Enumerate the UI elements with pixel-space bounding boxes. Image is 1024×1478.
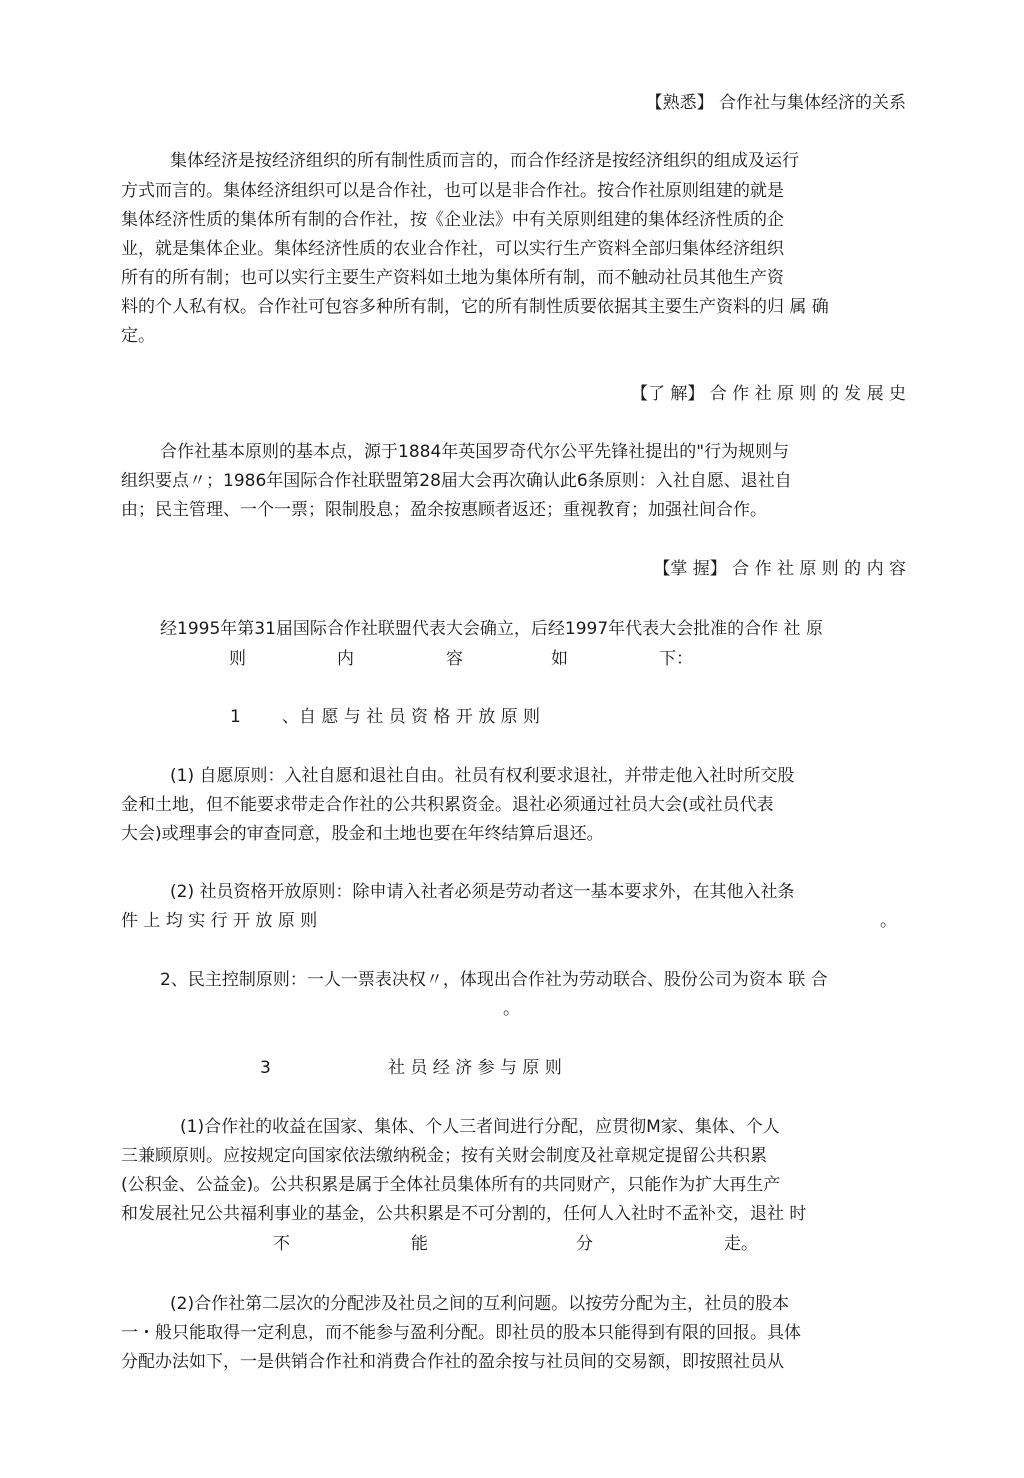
- para3-line-1: 经1995年第31届国际合作社联盟代表大会确立，后经1997年代表大会批准的合作 社 原: [160, 619, 823, 639]
- para6-line-4: 和发展社兄公共福利事业的基金，公共积累是不可分割的，任何人入社时不孟补交，退社 时: [121, 1204, 807, 1224]
- para6-line-3: (公积金、公益金)。公共积累是属于全体社员集体所有的共同财产，只能作为扩大再生产: [121, 1175, 781, 1195]
- section3-title: 社 员 经 济 参 与 原 则: [388, 1058, 562, 1078]
- para4-line-2: 金和土地，但不能要求带走合作社的公共积累资金。退社必须通过社员大会(或社员代表: [121, 795, 774, 815]
- para6-line-5-w3: 分: [576, 1234, 593, 1254]
- para7-line-3: 分配办法如下，一是供销合作社和消费合作社的盈余按与社员间的交易额，即按照社员从: [121, 1352, 784, 1372]
- section1-number: 1: [230, 707, 241, 727]
- para1-line-3: 集体经济性质的集体所有制的合作社，按《企业法》中有关原则组建的集体经济性质的企: [121, 210, 784, 230]
- para1-line-2: 方式而言的。集体经济组织可以是合作社，也可以是非合作社。按合作社原则组建的就是: [121, 181, 784, 201]
- para3-line-2-w5: 下：: [659, 649, 693, 669]
- para6-line-5-w4: 走。: [724, 1234, 758, 1254]
- para2-line-3: 由；民主管理、一个一票；限制股息；盈余按惠顾者返还；重视教育；加强社间合作。: [121, 500, 767, 520]
- para3-line-2-w1: 则: [229, 649, 246, 669]
- para1-line-7: 定。: [121, 326, 155, 346]
- section1-title: 、自 愿 与 社 员 资 格 开 放 原 则: [282, 707, 541, 727]
- para1-line-1: 集体经济是按经济组织的所有制性质而言的，而合作经济是按经济组织的组成及运行: [170, 151, 799, 171]
- para1-line-6: 料的个人私有权。合作社可包容多种所有制，它的所有制性质要依据其主要生产资料的归 属 确: [121, 297, 829, 317]
- para2-line-1: 合作社基本原则的基本点，源于1884年英国罗奇代尔公平先锋社提出的"行为规则与: [160, 442, 790, 462]
- heading-master: 【掌 握】 合 作 社 原 则 的 内 容: [653, 559, 906, 579]
- para7-line-1: (2)合作社第二层次的分配涉及社员之间的互利问题。以按劳分配为主，社员的股本: [170, 1294, 790, 1314]
- para4-line-3: 大会)或理事会的审查同意，股金和土地也要在年终结算后退还。: [121, 824, 604, 844]
- para6-line-5-w1: 不: [273, 1234, 290, 1254]
- para1-line-5: 所有的所有制；也可以实行主要生产资料如土地为集体所有制，而不触动社员其他生产资: [121, 268, 784, 288]
- para1-line-4: 业，就是集体企业。集体经济性质的农业合作社，可以实行生产资料全部归集体经济组织: [121, 239, 784, 259]
- para7-line-2: 一・般只能取得一定利息，而不能参与盈利分配。即社员的股本只能得到有限的回报。具体: [121, 1323, 801, 1343]
- para6-line-1: (1)合作社的收益在国家、集体、个人三者间进行分配，应贯彻M家、集体、个人: [180, 1117, 780, 1137]
- para6-line-5-w2: 能: [411, 1234, 428, 1254]
- para5-line-2-end: 。: [880, 911, 897, 931]
- section2-end: 。: [503, 999, 520, 1019]
- heading-understand: 【了 解】 合 作 社 原 则 的 发 展 史: [630, 384, 906, 404]
- para3-line-2-w4: 如: [551, 649, 568, 669]
- section3-number: 3: [260, 1058, 271, 1078]
- para5-line-2: 件 上 均 实 行 开 放 原 则: [121, 911, 318, 931]
- heading-familiar: 【熟悉】 合作社与集体经济的关系: [645, 93, 906, 113]
- section2-line: 2、民主控制原则：一人一票表决权〃，体现出合作社为劳动联合、股份公司为资本 联 合: [160, 970, 828, 990]
- para4-line-1: (1) 自愿原则：入社自愿和退社自由。社员有权利要求退社，并带走他入社时所交股: [170, 766, 795, 786]
- para3-line-2-w2: 内: [337, 649, 354, 669]
- para2-line-2: 组织要点〃；1986年国际合作社联盟第28届大会再次确认此6条原则：入社自愿、退社自: [121, 471, 792, 491]
- para6-line-2: 三兼顾原则。应按规定向国家依法缴纳税金；按有关财会制度及社章规定提留公共积累: [121, 1146, 767, 1166]
- para5-line-1: (2) 社员资格开放原则：除申请入社者必须是劳动者这一基本要求外，在其他入社条: [170, 882, 795, 902]
- para3-line-2-w3: 容: [446, 649, 463, 669]
